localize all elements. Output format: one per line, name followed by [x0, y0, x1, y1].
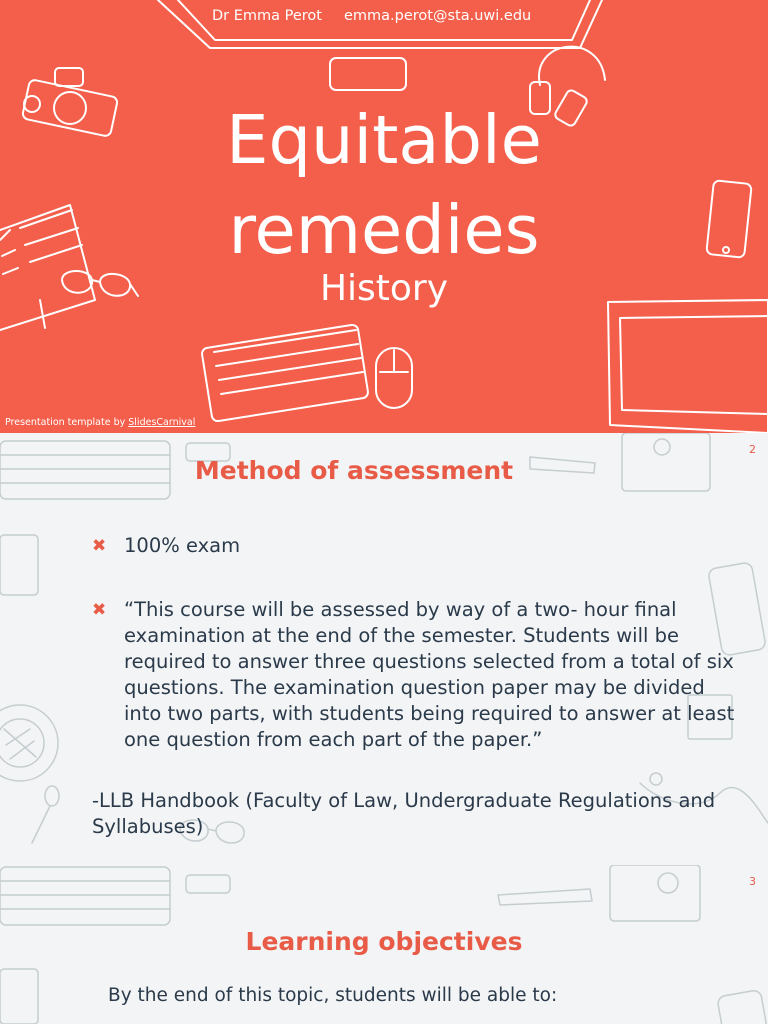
bullet-item [92, 533, 742, 559]
pen-icon [498, 889, 592, 905]
tablet-icon [0, 969, 38, 1024]
keyboard-icon [0, 867, 170, 925]
bullet-list [92, 533, 742, 753]
slide-heading: Method of assessment [194, 456, 514, 485]
page-number: 2 [749, 443, 756, 456]
author-email: emma.perot@sta.uwi.edu [344, 8, 532, 24]
coffee-cup-icon [0, 705, 58, 781]
source-citation: -LLB Handbook (Faculty of Law, Undergraduate Regulations and Syllabuses) [92, 789, 716, 838]
bullet-text: 100% exam [124, 534, 241, 557]
objectives-slide [0, 865, 768, 1024]
title-slide [0, 0, 768, 433]
bullet-text: “This course will be assessed by way of a two- hour final examination at the end of the semester. Students will be required to answer three questions selected from a total of six questions. The examination question paper may be divided into two parts, with students being required to answer at least one question from each part of the paper.” [124, 598, 735, 751]
slidescarnival-link[interactable]: SlidesCarnival [128, 417, 196, 428]
cross-bullet-icon: ✖ [92, 536, 107, 556]
tablet-icon [0, 535, 38, 595]
usb-drive-icon [186, 875, 230, 893]
template-credit [5, 417, 195, 428]
credit-prefix: Presentation template by [5, 417, 129, 428]
intro-text: By the end of this topic, students will be able to: [108, 985, 558, 1006]
phone-icon [717, 989, 767, 1024]
title-line-2: remedies [228, 191, 540, 269]
spoon-icon [32, 786, 59, 843]
author-name: Dr Emma Perot [212, 8, 322, 24]
slide-heading: Learning objectives [245, 927, 523, 956]
page-number: 3 [749, 875, 756, 888]
cross-bullet-icon: ✖ [92, 600, 107, 620]
subtitle: History [319, 268, 449, 309]
author-line [212, 8, 531, 24]
bullet-item [92, 597, 742, 753]
notebook-icon [610, 865, 700, 921]
title-line-1: Equitable [226, 101, 542, 179]
assessment-slide [0, 433, 768, 865]
